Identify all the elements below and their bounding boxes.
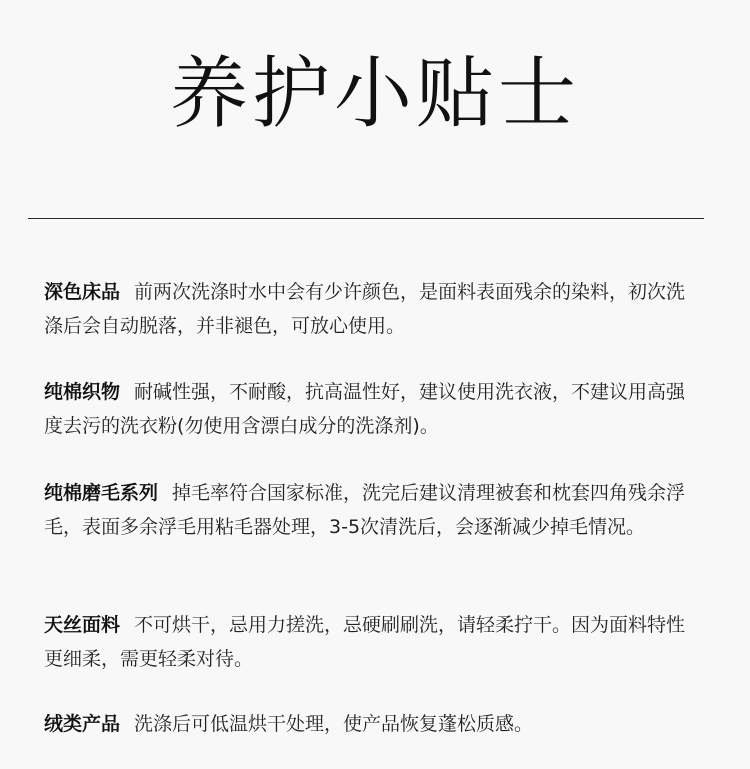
tip-heading: 绒类产品 (44, 713, 121, 735)
tip-heading: 纯棉磨毛系列 (44, 482, 159, 504)
tip-tencel-fabric (44, 608, 704, 676)
tip-heading: 深色床品 (44, 281, 121, 303)
tip-text: 洗涤后可低温烘干处理，使产品恢复蓬松质感。 (134, 713, 534, 735)
tip-brushed-cotton (44, 476, 704, 544)
tip-dark-bedding (44, 275, 704, 343)
tip-heading: 天丝面料 (44, 614, 121, 636)
page-title: 养护小贴士 (169, 49, 580, 139)
tip-heading: 纯棉织物 (44, 381, 121, 403)
tip-text: 不可烘干，忌用力搓洗，忌硬刷刷洗，请轻柔拧干。因为面料特性更细柔，需更轻柔对待。 (44, 614, 686, 670)
tip-text: 前两次洗涤时水中会有少许颜色，是面料表面残余的染料，初次洗涤后会自动脱落，并非褪色，可放心使用。 (44, 281, 686, 337)
tip-velvet-products (44, 707, 704, 741)
tip-text: 掉毛率符合国家标准，洗完后建议清理被套和枕套四角残余浮毛，表面多余浮毛用粘毛器处理，3-5次清洗后，会逐渐减少掉毛情况。 (44, 482, 686, 538)
tip-cotton-fabric (44, 375, 704, 443)
tip-text: 耐碱性强，不耐酸，抗高温性好，建议使用洗衣液，不建议用高强度去污的洗衣粉(勿使用含漂白成分的洗涤剂)。 (44, 381, 686, 437)
title-divider (28, 218, 704, 219)
